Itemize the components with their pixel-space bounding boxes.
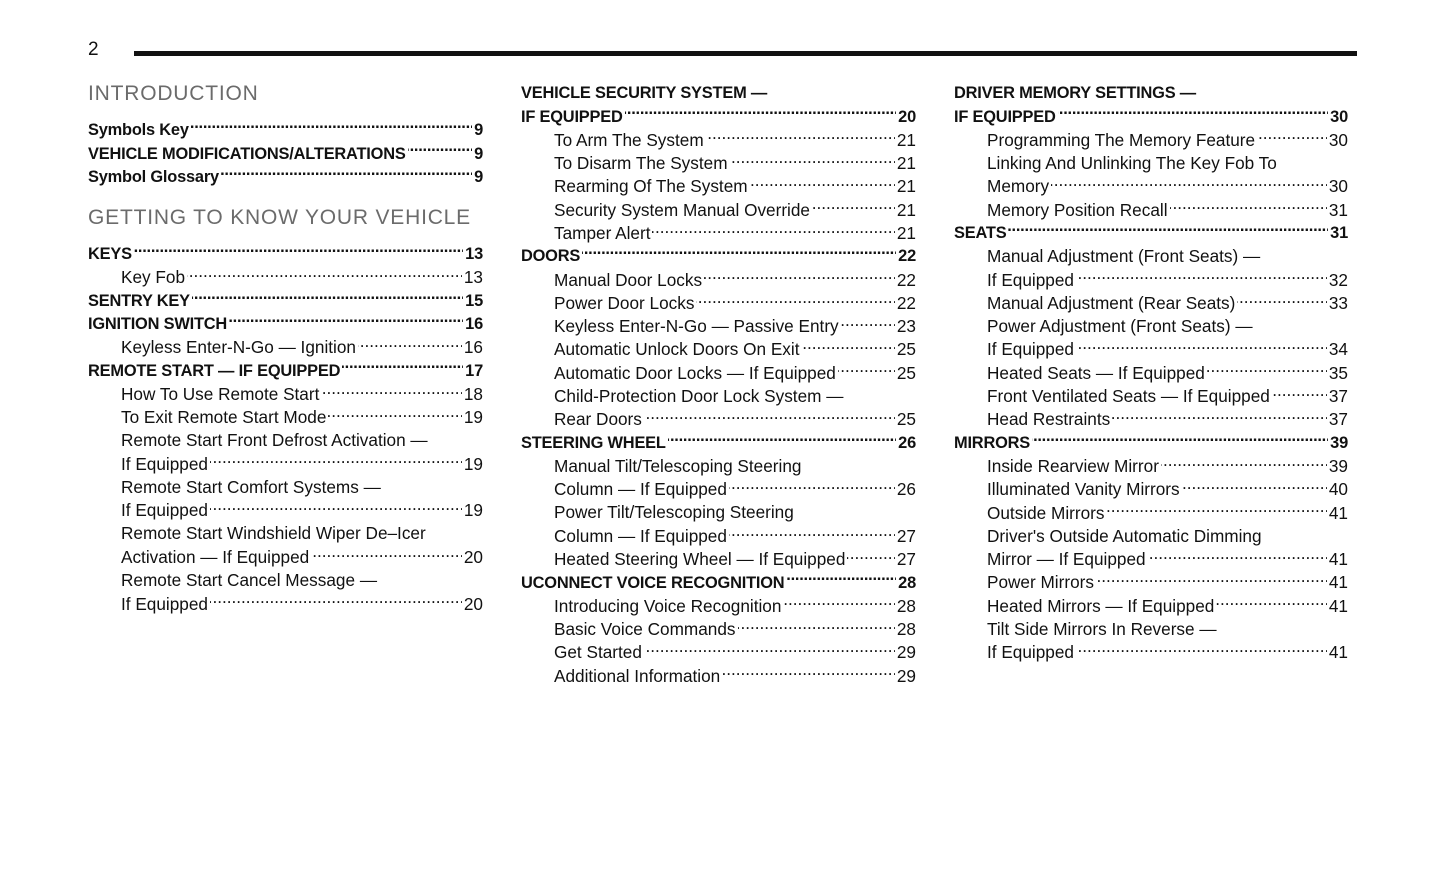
toc-entry-label: Key Fob (121, 267, 186, 288)
dot-leader (1058, 105, 1329, 121)
toc-entry-label: Remote Start Cancel Message — (121, 570, 378, 591)
toc-list (521, 82, 916, 688)
toc-entry[interactable] (88, 336, 483, 359)
dot-leader (1008, 222, 1328, 238)
toc-page-number: 20 (898, 107, 916, 126)
dot-leader (1076, 641, 1327, 658)
toc-entry-label: Basic Voice Commands (554, 619, 736, 640)
section-title-getting-to-know: GETTING TO KNOW YOUR VEHICLE (88, 205, 471, 229)
dot-leader (1207, 362, 1327, 379)
toc-entry[interactable] (521, 152, 916, 175)
toc-entry[interactable] (521, 338, 916, 361)
toc-entry-label: Outside Mirrors (987, 502, 1105, 523)
toc-entry[interactable] (88, 289, 483, 312)
toc-page-number: 23 (896, 316, 916, 337)
toc-entry-label: Column — If Equipped (554, 525, 727, 546)
toc-entry-label: SENTRY KEY (88, 291, 190, 310)
toc-entry-label: IF EQUIPPED (954, 107, 1056, 126)
toc-entry[interactable] (954, 385, 1348, 408)
toc-entry[interactable] (954, 455, 1348, 478)
toc-entry[interactable] (954, 268, 1348, 291)
toc-page-number: 34 (1328, 339, 1348, 360)
toc-entry-label: Introducing Voice Recognition (554, 595, 782, 616)
toc-list (88, 243, 483, 616)
toc-page-number: 20 (463, 593, 483, 614)
dot-leader (838, 362, 895, 379)
toc-entry-label: Front Ventilated Seats — If Equipped (987, 386, 1270, 407)
toc-entry[interactable] (88, 546, 483, 569)
toc-page-number: 29 (896, 642, 916, 663)
toc-entry-label: Keyless Enter-N-Go — Passive Entry (554, 316, 839, 337)
dot-leader (750, 175, 895, 192)
dot-leader (812, 198, 895, 215)
toc-entry-label: To Exit Remote Start Mode (121, 407, 327, 428)
dot-leader (1182, 478, 1327, 495)
dot-leader (1096, 571, 1327, 588)
toc-entry[interactable] (88, 499, 483, 522)
toc-entry-label: Driver's Outside Automatic Dimming (987, 525, 1262, 546)
toc-entry[interactable] (88, 592, 483, 615)
dot-leader (1076, 338, 1327, 355)
dot-leader (1032, 431, 1328, 447)
toc-page-number: 30 (1328, 129, 1348, 150)
dot-leader (722, 664, 895, 681)
toc-entry-label: To Arm The System (554, 129, 704, 150)
toc-entry[interactable] (521, 431, 916, 454)
toc-page-number: 37 (1328, 409, 1348, 430)
dot-leader (1257, 129, 1327, 146)
toc-entry-label: SEATS (954, 224, 1007, 243)
page-number: 2 (88, 39, 99, 60)
dot-leader (582, 245, 896, 261)
toc-entry-label: Power Door Locks (554, 292, 695, 313)
toc-entry-line[interactable] (954, 82, 1348, 105)
toc-entry[interactable] (954, 478, 1348, 501)
toc-entry-label: Get Started (554, 642, 642, 663)
dot-leader (706, 129, 895, 146)
toc-entry-label: STEERING WHEEL (521, 433, 666, 452)
toc-entry-line[interactable] (521, 82, 916, 105)
toc-entry[interactable] (521, 571, 916, 594)
toc-entry[interactable] (88, 359, 483, 382)
toc-page-number: 16 (465, 315, 483, 334)
toc-column-3 (954, 82, 1348, 664)
toc-entry[interactable] (954, 105, 1348, 128)
toc-entry-label: Rearming Of The System (554, 176, 748, 197)
dot-leader (210, 592, 462, 609)
toc-page-number: 21 (896, 222, 916, 243)
toc-entry[interactable] (521, 618, 916, 641)
toc-entry-label: If Equipped (121, 500, 208, 521)
toc-page-number: 18 (463, 383, 483, 404)
toc-entry[interactable] (954, 408, 1348, 431)
toc-page-number: 37 (1328, 386, 1348, 407)
toc-page-number: 15 (465, 291, 483, 310)
toc-entry-line[interactable] (88, 522, 483, 545)
toc-entry[interactable] (954, 431, 1348, 454)
dot-leader (191, 119, 472, 135)
toc-page-number: 27 (896, 549, 916, 570)
toc-page-number: 22 (898, 247, 916, 266)
toc-page-number: 41 (1328, 595, 1348, 616)
toc-entry-label: Power Tilt/Telescoping Steering (554, 502, 794, 523)
toc-entry-line[interactable] (88, 569, 483, 592)
toc-entry[interactable] (88, 266, 483, 289)
toc-page-number: 9 (474, 144, 483, 163)
dot-leader (652, 222, 894, 239)
toc-entry[interactable] (521, 129, 916, 152)
toc-entry-label: If Equipped (121, 453, 208, 474)
toc-entry-line[interactable] (954, 525, 1348, 548)
dot-leader (221, 166, 472, 182)
toc-entry-label: Security System Manual Override (554, 199, 810, 220)
dot-leader (668, 431, 896, 447)
toc-entry-label: Additional Information (554, 665, 721, 686)
toc-column-2 (521, 82, 916, 688)
toc-entry-label: Heated Mirrors — If Equipped (987, 595, 1215, 616)
toc-entry[interactable] (954, 175, 1348, 198)
toc-list (954, 82, 1348, 664)
toc-entry-line[interactable] (521, 501, 916, 524)
toc-entry-label: Symbols Key (88, 121, 189, 140)
toc-page-number: 31 (1328, 199, 1348, 220)
toc-page-number: 13 (463, 267, 483, 288)
dot-leader (625, 105, 897, 121)
toc-entry[interactable] (954, 362, 1348, 385)
toc-entry-label: MIRRORS (954, 433, 1030, 452)
toc-entry[interactable] (954, 338, 1348, 361)
toc-entry-label: Remote Start Front Defrost Activation — (121, 430, 428, 451)
dot-leader (358, 336, 462, 353)
toc-page-number: 26 (898, 433, 916, 452)
toc-page-number: 41 (1328, 642, 1348, 663)
dot-leader (783, 595, 894, 612)
dot-leader (187, 266, 462, 283)
toc-entry-label: If Equipped (121, 593, 208, 614)
toc-entry-label: VEHICLE MODIFICATIONS/ALTERATIONS (88, 144, 406, 163)
toc-entry-label: KEYS (88, 245, 132, 264)
toc-entry-line[interactable] (954, 245, 1348, 268)
toc-entry-label: Illuminated Vanity Mirrors (987, 479, 1180, 500)
toc-page-number: 20 (463, 546, 483, 567)
dot-leader (210, 453, 462, 470)
toc-entry-label: Manual Tilt/Telescoping Steering (554, 455, 802, 476)
toc-entry[interactable] (521, 362, 916, 385)
toc-entry-label: Activation — If Equipped (121, 546, 310, 567)
toc-entry[interactable] (954, 571, 1348, 594)
toc-entry-line[interactable] (521, 385, 916, 408)
toc-entry[interactable] (521, 222, 916, 245)
dot-leader (730, 152, 895, 169)
toc-entry-label: Automatic Unlock Doors On Exit (554, 339, 800, 360)
toc-entry-label: Manual Adjustment (Rear Seats) (987, 292, 1236, 313)
toc-page-number: 28 (898, 573, 916, 592)
dot-leader (644, 641, 895, 658)
toc-entry[interactable] (521, 268, 916, 291)
toc-entry-label: Power Adjustment (Front Seats) — (987, 315, 1253, 336)
toc-entry[interactable] (521, 408, 916, 431)
dot-leader (1216, 595, 1327, 612)
toc-entry-label: DOORS (521, 247, 581, 266)
dot-leader (408, 142, 473, 158)
toc-page-number: 28 (896, 595, 916, 616)
header-rule (134, 51, 1357, 56)
toc-list (88, 119, 483, 189)
toc-page-number: 29 (896, 665, 916, 686)
dot-leader (328, 406, 461, 423)
toc-entry-label: Tilt Side Mirrors In Reverse — (987, 618, 1217, 639)
dot-leader (192, 289, 463, 305)
toc-page-number: 39 (1330, 433, 1348, 452)
toc-entry-label: Manual Door Locks (554, 269, 703, 290)
toc-page-number: 19 (463, 453, 483, 474)
toc-entry-label: Automatic Door Locks — If Equipped (554, 362, 836, 383)
toc-entry-label: Rear Doors (554, 409, 642, 430)
toc-entry-label: DRIVER MEMORY SETTINGS — (954, 84, 1196, 102)
toc-entry-line[interactable] (954, 618, 1348, 641)
toc-entry[interactable] (954, 129, 1348, 152)
toc-entry-label: Remote Start Windshield Wiper De–Icer (121, 523, 426, 544)
toc-page-number: 21 (896, 199, 916, 220)
toc-entry[interactable] (88, 166, 483, 189)
toc-entry-label: IF EQUIPPED (521, 107, 623, 126)
toc-entry-label: VEHICLE SECURITY SYSTEM — (521, 84, 768, 102)
toc-entry[interactable] (954, 501, 1348, 524)
dot-leader (1170, 198, 1327, 215)
toc-entry-label: Memory (987, 176, 1050, 197)
dot-leader (696, 292, 894, 309)
toc-page-number: 35 (1328, 362, 1348, 383)
dot-leader (1112, 408, 1327, 425)
toc-entry-label: Tamper Alert (554, 222, 651, 243)
toc-page-number: 21 (896, 176, 916, 197)
dot-leader (729, 478, 895, 495)
toc-entry-label: Programming The Memory Feature (987, 129, 1256, 150)
toc-entry[interactable] (521, 548, 916, 571)
toc-entry-label: Inside Rearview Mirror (987, 455, 1159, 476)
toc-entry[interactable] (521, 595, 916, 618)
toc-column-1 (88, 82, 483, 616)
toc-page-number: 26 (896, 479, 916, 500)
toc-entry-label: IGNITION SWITCH (88, 315, 228, 334)
dot-leader (1161, 455, 1327, 472)
toc-entry-line[interactable] (88, 429, 483, 452)
dot-leader (786, 571, 896, 587)
toc-page-number: 9 (474, 167, 483, 186)
toc-entry[interactable] (954, 222, 1348, 245)
toc-entry[interactable] (88, 142, 483, 165)
toc-entry[interactable] (521, 641, 916, 664)
toc-entry[interactable] (954, 595, 1348, 618)
toc-page-number: 31 (1330, 224, 1348, 243)
toc-page-number: 9 (474, 121, 483, 140)
toc-entry-label: If Equipped (987, 269, 1074, 290)
toc-entry[interactable] (521, 525, 916, 548)
toc-entry-line[interactable] (521, 455, 916, 478)
toc-entry[interactable] (88, 383, 483, 406)
toc-entry-label: REMOTE START — IF EQUIPPED (88, 361, 341, 380)
toc-page-number: 32 (1328, 269, 1348, 290)
dot-leader (801, 338, 894, 355)
toc-entry-line[interactable] (954, 152, 1348, 175)
toc-entry-label: Manual Adjustment (Front Seats) — (987, 246, 1261, 267)
dot-leader (1148, 548, 1327, 565)
toc-entry[interactable] (88, 119, 483, 142)
toc-entry-line[interactable] (954, 315, 1348, 338)
dot-leader (841, 315, 895, 332)
toc-entry[interactable] (521, 175, 916, 198)
toc-entry[interactable] (954, 198, 1348, 221)
toc-entry[interactable] (88, 453, 483, 476)
toc-page-number: 22 (896, 292, 916, 313)
toc-entry-label: Child-Protection Door Lock System — (554, 385, 844, 406)
toc-entry[interactable] (954, 641, 1348, 664)
dot-leader (1076, 268, 1327, 285)
toc-entry-label: Column — If Equipped (554, 479, 727, 500)
dot-leader (1237, 292, 1326, 309)
toc-page-number: 41 (1328, 549, 1348, 570)
toc-page-number: 41 (1328, 572, 1348, 593)
dot-leader (229, 313, 463, 329)
toc-entry-label: To Disarm The System (554, 153, 728, 174)
toc-page-number: 25 (896, 409, 916, 430)
dot-leader (134, 243, 463, 259)
toc-entry[interactable] (954, 548, 1348, 571)
dot-leader (847, 548, 894, 565)
toc-entry[interactable] (521, 664, 916, 687)
toc-entry[interactable] (521, 292, 916, 315)
toc-page-number: 13 (465, 245, 483, 264)
toc-entry-label: Linking And Unlinking The Key Fob To (987, 152, 1277, 173)
toc-entry[interactable] (954, 292, 1348, 315)
toc-entry[interactable] (521, 478, 916, 501)
toc-entry-label: Heated Seats — If Equipped (987, 362, 1205, 383)
toc-page-number: 22 (896, 269, 916, 290)
toc-entry[interactable] (521, 315, 916, 338)
dot-leader (704, 268, 895, 285)
toc-page-number: 16 (463, 337, 483, 358)
dot-leader (738, 618, 895, 635)
toc-entry-label: Keyless Enter-N-Go — Ignition (121, 337, 356, 358)
toc-page-number: 19 (463, 500, 483, 521)
section-title-introduction: INTRODUCTION (88, 82, 259, 105)
toc-entry[interactable] (521, 245, 916, 268)
dot-leader (321, 383, 462, 400)
toc-entry[interactable] (521, 198, 916, 221)
toc-page-number: 25 (896, 362, 916, 383)
toc-entry-label: UCONNECT VOICE RECOGNITION (521, 573, 785, 592)
toc-entry-label: If Equipped (987, 339, 1074, 360)
toc-entry-label: How To Use Remote Start (121, 383, 320, 404)
toc-entry-label: If Equipped (987, 642, 1074, 663)
toc-entry[interactable] (88, 243, 483, 266)
dot-leader (311, 546, 462, 563)
dot-leader (210, 499, 462, 516)
toc-entry[interactable] (521, 105, 916, 128)
toc-entry-label: Head Restraints (987, 409, 1111, 430)
toc-page-number: 17 (465, 361, 483, 380)
dot-leader (1272, 385, 1327, 402)
toc-page-number: 41 (1328, 502, 1348, 523)
toc-page-number: 39 (1328, 455, 1348, 476)
toc-page-number: 33 (1328, 292, 1348, 313)
toc-page-number: 27 (896, 525, 916, 546)
dot-leader (1051, 175, 1327, 192)
toc-entry[interactable] (88, 406, 483, 429)
toc-page-number: 19 (463, 407, 483, 428)
toc-entry-label: Symbol Glossary (88, 167, 219, 186)
toc-entry-label: Mirror — If Equipped (987, 549, 1146, 570)
toc-page-number: 25 (896, 339, 916, 360)
toc-page-number: 40 (1328, 479, 1348, 500)
toc-page-number: 21 (896, 129, 916, 150)
dot-leader (729, 525, 895, 542)
toc-entry-line[interactable] (88, 476, 483, 499)
toc-page-number: 21 (896, 153, 916, 174)
toc-page-number: 30 (1328, 176, 1348, 197)
dot-leader (1106, 501, 1326, 518)
toc-page-number: 30 (1330, 107, 1348, 126)
dot-leader (644, 408, 895, 425)
dot-leader (342, 359, 463, 375)
toc-page-number: 28 (896, 619, 916, 640)
toc-entry-label: Remote Start Comfort Systems — (121, 476, 381, 497)
toc-entry-label: Heated Steering Wheel — If Equipped (554, 549, 846, 570)
toc-entry[interactable] (88, 313, 483, 336)
toc-entry-label: Memory Position Recall (987, 199, 1168, 220)
toc-entry-label: Power Mirrors (987, 572, 1094, 593)
